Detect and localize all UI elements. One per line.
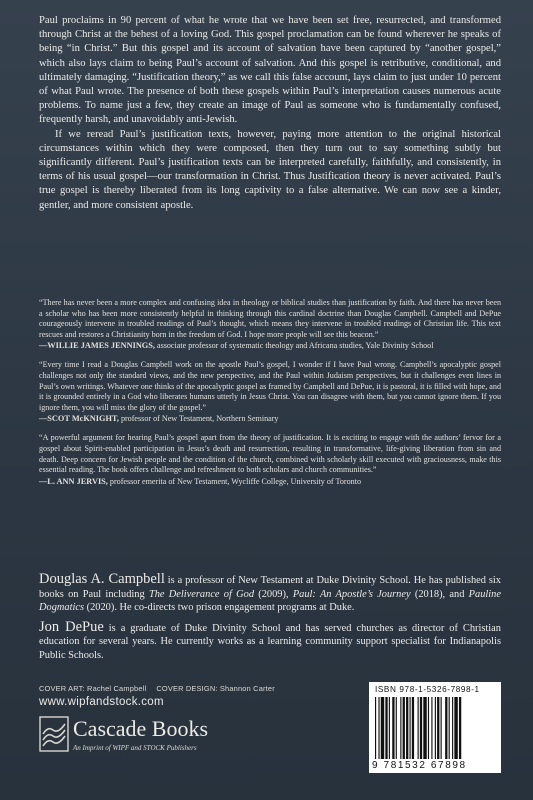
barcode-bar bbox=[449, 697, 450, 759]
endorsement-attribution bbox=[39, 476, 501, 487]
barcode-bar bbox=[431, 697, 432, 759]
barcode-bar bbox=[412, 697, 414, 759]
book-title: Paul: An Apostle’s Journey bbox=[292, 588, 411, 600]
cover-art-credit: COVER ART: Rachel Campbell bbox=[39, 684, 147, 693]
endorsement-jennings bbox=[39, 298, 501, 351]
book-title: The Deliverance of God bbox=[148, 588, 255, 600]
barcode-bar bbox=[385, 697, 387, 759]
barcode-bar bbox=[437, 697, 439, 759]
barcode-bar bbox=[418, 697, 419, 759]
barcode-bar bbox=[441, 697, 442, 759]
description-paragraph-1: Paul proclaims in 90 percent of what he wrote that we have been set free, resurrected, and transformed through Christ at the behest of a loving God. This gospel proclamation can be found wherever he speaks of being “in Christ.” But this gospel and its account of salvation have been captured by “another gospel,” which also lays claim to being Paul’s account of salvation. And this gospel is retributive, conditional, and ultimately damaging. “Justification theory,” as we call this false account, lays claim to just under 10 percent of what Paul wrote. The presence of both these gospels within Paul’s interpretation causes numerous acute problems. To name just a few, they create an image of Paul as someone who is fundamentally confused, frequently harsh, and unavoidably anti-Jewish. bbox=[39, 15, 501, 126]
barcode-bar bbox=[406, 697, 408, 759]
cascade-logo-icon bbox=[39, 716, 69, 752]
isbn-barcode bbox=[369, 682, 501, 773]
bio-campbell bbox=[39, 573, 501, 615]
barcode-bar bbox=[400, 697, 401, 759]
bio-text: (2020). He co-directs two prison engagement programs at Duke. bbox=[84, 602, 355, 614]
endorsement-jervis bbox=[39, 433, 501, 486]
barcode-bar bbox=[445, 697, 447, 759]
endorsement-quote: “A powerful argument for hearing Paul’s gospel apart from the theory of justification. It is exciting to engage with the authors’ fervor for a gospel about Spirit-enabled participation in Jesus’s death and resurrection, resulting in transformative, life-giving liberation from sin and death. Deep concern for Jewish people and the condition of the church, combined with scholarly skill executed with graciousness, make this essential reading. The book offers challenge and refreshment to both scholars and church communities.” bbox=[39, 433, 501, 475]
isbn-label: ISBN 978-1-5326-7898-1 bbox=[375, 685, 480, 694]
bio-text: is a professor of New Testament at Duke Divinity School. He has published six books on Paul including bbox=[39, 575, 501, 600]
endorsement-attribution bbox=[39, 413, 501, 424]
publisher-logo bbox=[39, 716, 239, 764]
author-name: Jon DePue bbox=[39, 618, 104, 635]
cover-credits bbox=[39, 684, 275, 693]
endorser-title: professor of New Testament, Northern Seminary bbox=[120, 414, 279, 424]
barcode-bar bbox=[420, 697, 422, 759]
barcode-bar bbox=[435, 697, 436, 759]
endorser-name: —SCOT McKNIGHT, bbox=[39, 414, 119, 424]
barcode-bar bbox=[403, 697, 405, 759]
barcode-bar bbox=[375, 697, 376, 759]
publisher-name: Cascade Books bbox=[73, 716, 209, 741]
book-description bbox=[39, 14, 501, 213]
bio-text: is a graduate of Duke Divinity School and has served churches as director of Christian education for several years. He currently works as a learning community support specialist for Indianapolis Public Schools. bbox=[39, 622, 501, 661]
barcode-bar bbox=[389, 697, 390, 759]
barcode-bar bbox=[392, 697, 394, 759]
endorsement-mcknight bbox=[39, 360, 501, 424]
endorser-title: associate professor of systematic theology and Africana studies, Yale Divinity School bbox=[156, 341, 434, 351]
isbn-digits: 9 781532 67898 bbox=[372, 760, 467, 771]
barcode-bar bbox=[423, 697, 426, 759]
endorser-name: —L. ANN JERVIS, bbox=[39, 476, 108, 486]
barcode-bar bbox=[459, 697, 461, 759]
barcode-icon bbox=[375, 697, 495, 759]
bio-text: (2018), and bbox=[410, 588, 469, 600]
endorsements bbox=[39, 298, 501, 496]
author-name: Douglas A. Campbell bbox=[39, 571, 165, 587]
book-title: Pauline Dogmatics bbox=[39, 588, 501, 614]
author-bios bbox=[39, 573, 501, 669]
cover-design-credit: COVER DESIGN: Shannon Carter bbox=[156, 684, 275, 693]
bio-depue bbox=[39, 618, 501, 663]
endorser-name: —WILLIE JAMES JENNINGS, bbox=[39, 341, 155, 351]
endorser-title: professor emerita of New Testament, Wycliffe College, University of Toronto bbox=[109, 476, 362, 486]
description-paragraph-2: If we reread Paul’s justification texts, however, paying more attention to the original historical circumstances within which they were composed, then they turn out to say something subtly but significantly different. Paul’s justification texts can be interpreted carefully, faithfully, and consistently, in terms of his usual gospel—our transformation in Christ. Thus Justification theory is never activated. Paul’s true gospel is thereby liberated from its long captivity to a false alternative. We can now see a kinder, gentler, and more consistent apostle. bbox=[39, 128, 501, 211]
endorsement-attribution bbox=[39, 340, 501, 351]
barcode-bar bbox=[396, 697, 397, 759]
endorsement-quote: “There has never been a more complex and confusing idea in theology or biblical studies than justification by faith. And there has never been a scholar who has been more consistently helpful in thinking through this cardinal doctrine than Douglas Campbell. Campbell and DePue courageously intervene in troubled readings of Paul’s thought, which means they intervene in troubled readings of Christian life. This text rescues and restores a Christianity born in the freedom of God. I hope more people will see this beacon.” bbox=[39, 298, 501, 339]
bio-text: (2009), bbox=[254, 588, 293, 600]
barcode-bar bbox=[381, 697, 384, 759]
publisher-website[interactable]: www.wipfandstock.com bbox=[39, 696, 164, 708]
barcode-bar bbox=[428, 697, 429, 759]
barcode-bar bbox=[454, 697, 457, 759]
barcode-bar bbox=[378, 697, 379, 759]
endorsement-quote: “Every time I read a Douglas Campbell work on the apostle Paul’s gospel, I wonder if I have Paul wrong. Campbell’s apocalyptic gospel challenges not only the standard views, and the new perspective, and the Paul within Judaism perspectives, but it challenges even lines in Paul’s own writings. Whatever one thinks of the apocalyptic gospel as framed by Campbell and DePue, it is pastoral, it is filled with hope, and it is grounded entirely in a God who liberates humans utterly in Jesus Christ. You can disagree with them, but you cannot ignore them. If you ignore them, you will miss the glory of the gospel.” bbox=[39, 360, 501, 412]
publisher-tagline: An Imprint of WIPF and STOCK Publishers bbox=[73, 744, 197, 752]
barcode-bar bbox=[410, 697, 411, 759]
barcode-bar bbox=[452, 697, 453, 759]
